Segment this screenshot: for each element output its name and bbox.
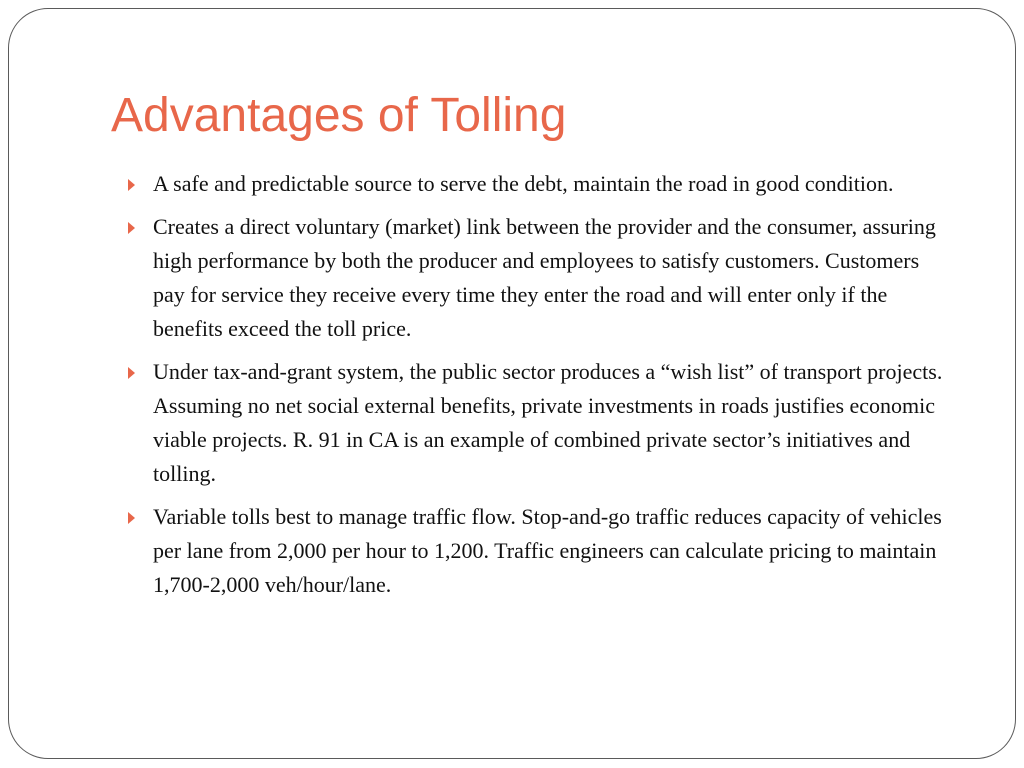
triangle-right-icon bbox=[128, 179, 135, 191]
triangle-right-icon bbox=[128, 222, 135, 234]
bullet-list bbox=[124, 167, 954, 611]
bullet-text: Creates a direct voluntary (market) link between the provider and the consumer, assuring high performance by both the producer and employees to satisfy customers. Customers pay for service they receive every time they enter the road and will enter only if the benefits exceed the toll price. bbox=[153, 214, 936, 341]
slide-title: Advantages of Tolling bbox=[111, 89, 567, 142]
triangle-right-icon bbox=[128, 512, 135, 524]
triangle-right-icon bbox=[128, 367, 135, 379]
bullet-item bbox=[124, 355, 954, 491]
bullet-text: Variable tolls best to manage traffic flow. Stop-and-go traffic reduces capacity of vehicles per lane from 2,000 per hour to 1,200. Traffic engineers can calculate pricing to maintain 1,700-2,000 veh/hour/lane. bbox=[153, 504, 942, 597]
bullet-item bbox=[124, 500, 954, 602]
bullet-item bbox=[124, 210, 954, 346]
bullet-item bbox=[124, 167, 954, 201]
bullet-text: Under tax-and-grant system, the public sector produces a “wish list” of transport projects. Assuming no net social external benefits, private investments in roads justifies economic viable projects. R. 91 in CA is an example of combined private sector’s initiatives and tolling. bbox=[153, 359, 943, 486]
bullet-text: A safe and predictable source to serve the debt, maintain the road in good condition. bbox=[153, 171, 894, 196]
